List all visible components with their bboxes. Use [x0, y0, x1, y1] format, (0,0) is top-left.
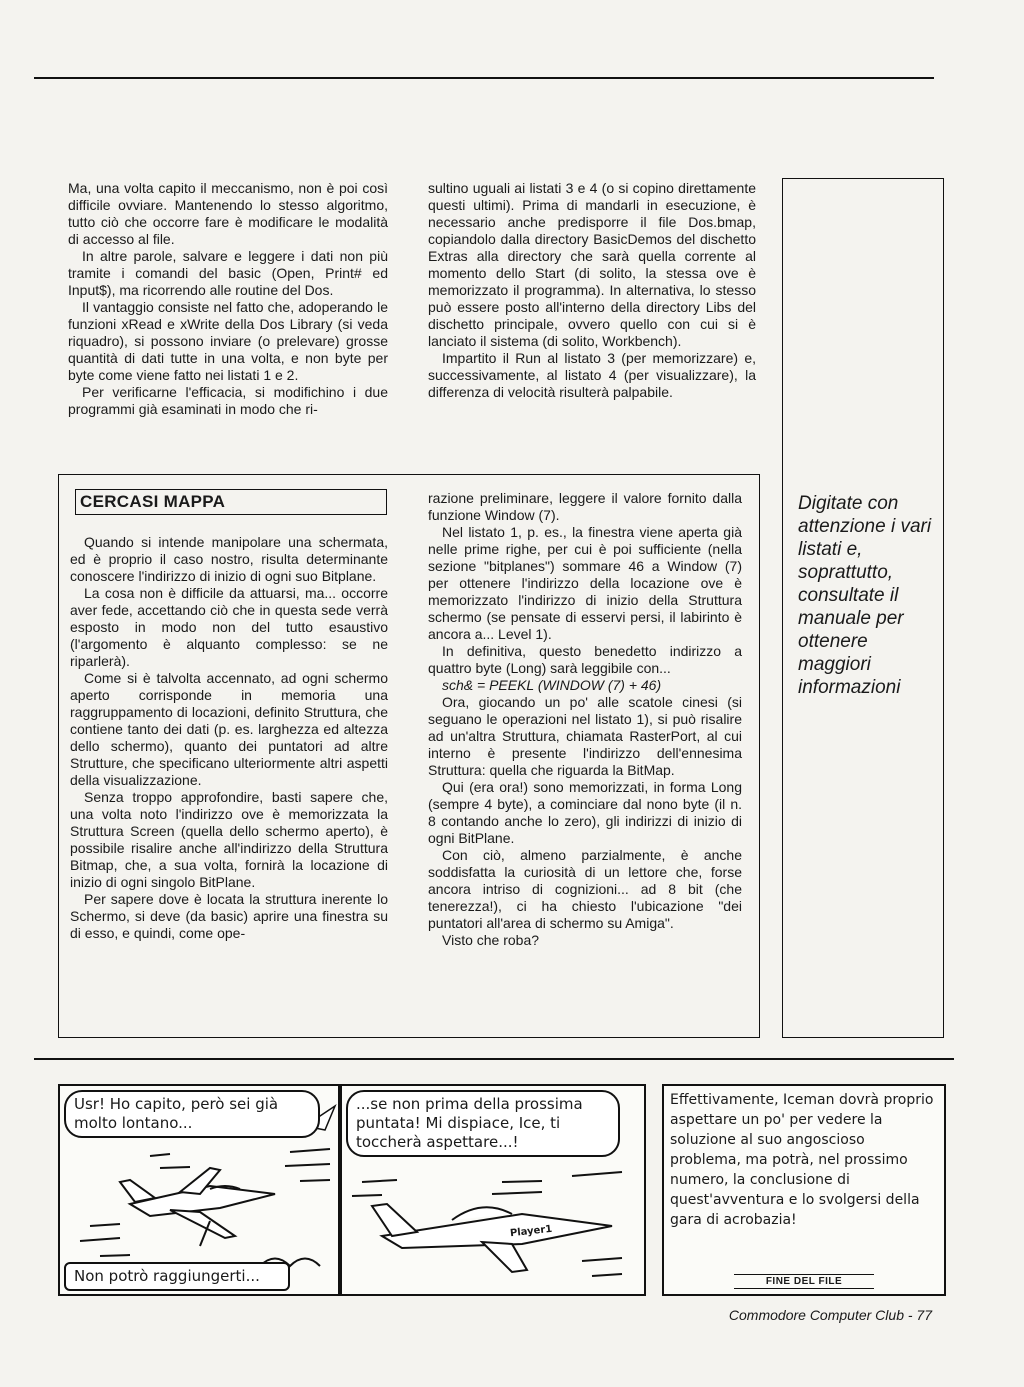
- paragraph: Ma, una volta capito il meccanismo, non è poi così difficile ovviare. Mantenendo lo stesso algoritmo, tutto ciò che occorre fare è modificare le modalità di accesso al file.: [68, 180, 388, 247]
- paragraph: sultino uguali ai listati 3 e 4 (o si copino direttamente questi ultimi). Prima di mandarli in esecuzione, è necessario anche predisporre il file Dos.bmap, copiandolo dalla directory BasicDemos del dischetto Extras alla directory che sarà quella corrente al momento dello Start (di solito, la stessa ove è memorizzato il programma). In alternativa, lo stesso può essere posto all'interno della directory Libs del dischetto principale, ovvero quello con cui si è lanciato il sistema (di solito, Workbench).: [428, 180, 756, 349]
- end-label: FINE DEL FILE: [734, 1274, 874, 1289]
- speech-balloon: Usr! Ho capito, però sei già molto lontano...: [64, 1090, 320, 1138]
- paragraph: Come si è talvolta accennato, ad ogni schermo aperto corrisponde in memoria una raggruppamento di locazioni, definito Struttura, che contiene tanto dei dati (p. es. larghezza ed altezza dello schermo), quanto dei puntatori ad altre Strutture, che specificano ulteriormente altri aspetti della visualizzazione.: [70, 670, 388, 788]
- paragraph: Qui (era ora!) sono memorizzati, in forma Long (sempre 4 byte), a cominciare dal nono byte (il n. 8 contando anche lo zero), gli indirizzi di inizio di ogni BitPlane.: [428, 779, 742, 846]
- speech-balloon: ...se non prima della prossima puntata! Mi dispiace, Ice, ti toccherà aspettare...!: [346, 1090, 620, 1157]
- article-column-left: [68, 180, 388, 418]
- paragraph: Per verificarne l'efficacia, si modifichino i due programmi già esaminati in modo che ri-: [68, 384, 388, 417]
- comic-panel-3: [662, 1084, 946, 1296]
- box-column-left: [70, 534, 388, 942]
- comic-panel-2: [340, 1084, 646, 1296]
- paragraph: La cosa non è difficile da attuarsi, ma... occorre aver fede, accettando ciò che in questa sede verrà esposto in modo non del tutto esaustivo (l'argomento è alquanto complesso: se ne riparlerà).: [70, 585, 388, 669]
- paragraph: In definitiva, questo benedetto indirizzo a quattro byte (Long) sarà leggibile con...: [428, 643, 742, 676]
- page-footer: Commodore Computer Club - 77: [728, 1307, 932, 1323]
- paragraph: Ora, giocando un po' alle scatole cinesi (si seguano le operazioni nel listato 1), si può risalire ad un'altra Struttura, chiamata RasterPort, al cui interno è presente l'indirizzo dell'ennesima Struttura: quella che riguarda la BitMap.: [428, 694, 742, 778]
- box-column-right: [428, 490, 742, 949]
- paragraph: In altre parole, salvare e leggere i dati non più tramite i comandi del basic (Open, Print# ed Input$), ma ricorrendo alle routine del Dos.: [68, 248, 388, 298]
- paragraph: Con ciò, almeno parzialmente, è anche soddisfatta la curiosità di un lettore che, forse ancora intriso di cognizioni... ad 8 bit (che tenerezza!), ci ha chiesto l'ubicazione "dei puntatori all'area di schermo su Amiga".: [428, 847, 742, 931]
- paragraph: Impartito il Run al listato 3 (per memorizzare) e, successivamente, al listato 4 (per visualizzare), la differenza di velocità risulterà palpabile.: [428, 350, 756, 400]
- panel-narration: Effettivamente, Iceman dovrà proprio aspettare un po' per vedere la soluzione al suo angoscioso problema, ma potrà, nel prossimo numero, la conclusione di quest'avventura e lo svolgersi della gara di acrobazia!: [670, 1092, 934, 1228]
- paragraph: Nel listato 1, p. es., la finestra viene aperta già nelle prime righe, per cui è poi sufficiente (nella sezione "bitplanes") sommare 46 a Window (7) per ottenere l'indirizzo della locazione ove è memorizzato l'indirizzo di inizio della Struttura schermo (se pensate di esservi persi, il labirinto è ancora a... Level 1).: [428, 524, 742, 642]
- paragraph: Il vantaggio consiste nel fatto che, adoperando le funzioni xRead e xWrite della Dos Library (si veda riquadro), si possono inviare (o prelevare) grosse quantità di dati tutte in una volta, e non byte per byte come viene fatto nei listati 1 e 2.: [68, 299, 388, 383]
- paragraph: Quando si intende manipolare una schermata, ed è proprio il caso nostro, risulta determinante conoscere l'indirizzo di inizio di ogni suo Bitplane.: [70, 534, 388, 584]
- box-title: CERCASI MAPPA: [75, 489, 387, 515]
- speech-balloon: Non potrò raggiungerti...: [64, 1262, 290, 1291]
- code-line: sch& = PEEKL (WINDOW (7) + 46): [442, 677, 662, 693]
- paragraph: Senza troppo approfondire, basti sapere che, una volta noto l'indirizzo ove è memorizzata la Struttura Screen (quella dello schermo aperto), è possibile risalire anche all'indirizzo della Struttura Bitmap, che, a sua volta, fornirà la locazione di inizio di ogni singolo BitPlane.: [70, 789, 388, 890]
- comic-panel-1: [58, 1084, 340, 1296]
- paragraph: Per sapere dove è locata la struttura inerente lo Schermo, si deve (da basic) aprire una finestra su di esso, e quindi, come ope-: [70, 891, 388, 941]
- caption: Digitate con attenzione i vari listati e, soprattutto, consultate il manuale per ottenere maggiori informazioni: [798, 493, 932, 698]
- comic-rule: [34, 1058, 954, 1060]
- article-column-right: [428, 180, 756, 401]
- paragraph: Visto che roba?: [442, 932, 540, 948]
- top-rule: [34, 77, 934, 79]
- paragraph: razione preliminare, leggere il valore fornito dalla funzione Window (7).: [428, 490, 742, 523]
- plane-label: Player1: [509, 1223, 553, 1240]
